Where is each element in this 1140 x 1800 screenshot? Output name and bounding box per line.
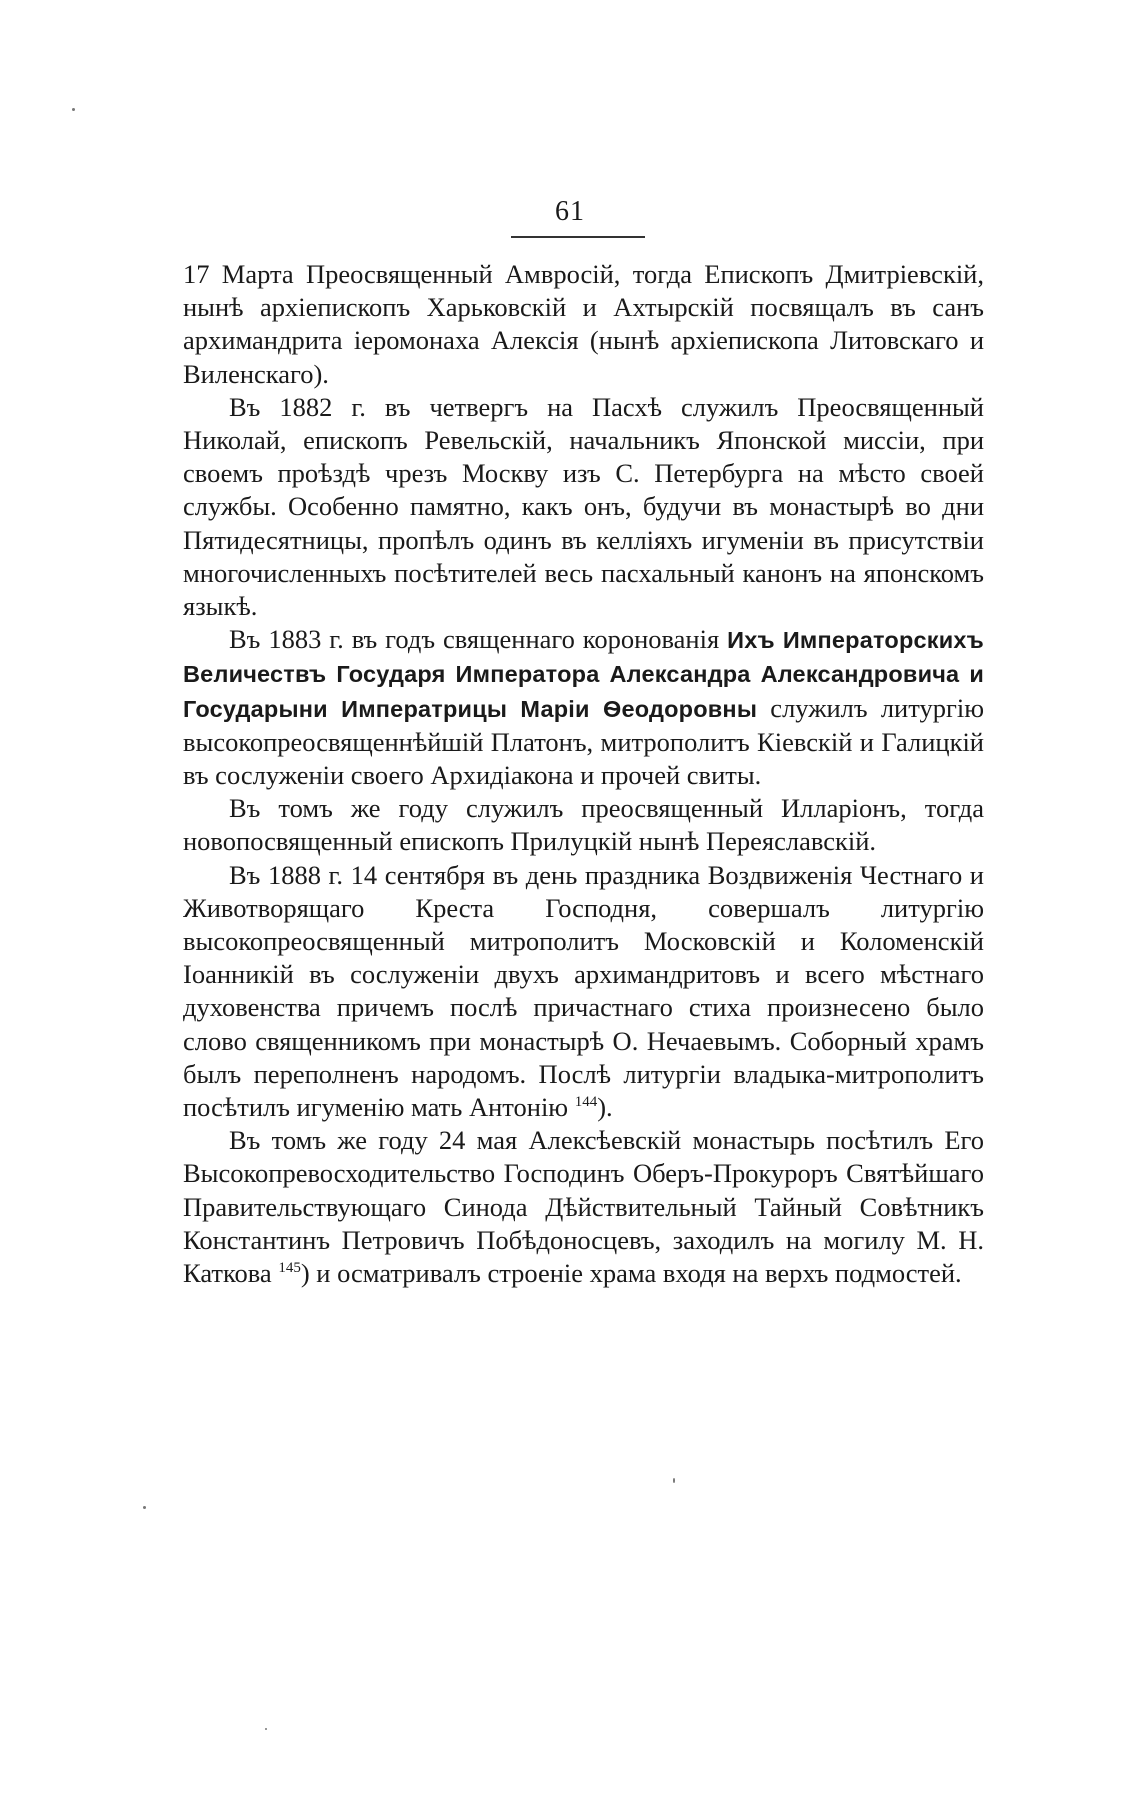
paragraph-5-tail: ).: [597, 1092, 613, 1123]
paragraph-6-body: Въ томъ же году 24 мая Алексѣевскій монастырь посѣтилъ Его Высокопревосходительство Господинъ Оберъ-Прокуроръ Святѣйшаго Правительствующаго Синода Дѣйствительный Тайный Совѣтникъ Константинъ Петровичъ Побѣдоносцевъ, заходилъ на могилу М. Н. Каткова: [183, 1125, 984, 1289]
paragraph-2: Въ 1882 г. въ четвергъ на Пасхѣ служилъ Преосвященный Николай, епископъ Ревельскій, начальникъ Японской миссіи, при своемъ проѣздѣ чрезъ Москву изъ С. Петербурга на мѣсто своей службы. Особенно памятно, какъ онъ, будучи въ монастырѣ во дни Пятидесятницы, пропѣлъ одинъ въ келліяхъ игуменіи въ присутствіи многочисленныхъ посѣтителей весь пасхальный канонъ на японскомъ языкѣ.: [183, 391, 984, 622]
imperial-titles: Ихъ Императорскихъ Величествъ Государя Императора Александра Александровича и Государыни Императрицы Маріи Ѳеодоровны: [183, 627, 984, 722]
paragraph-4: Въ томъ же году служилъ преосвященный Илларіонъ, тогда новопосвященный епископъ Прилуцкій нынѣ Переяславскій.: [183, 793, 984, 857]
paragraph-5-body: Въ 1888 г. 14 сентября въ день праздника Воздвиженія Честнаго и Животворящаго Креста Господня, совершалъ литургію высокопреосвященный митрополитъ Московскій и Коломенскій Іоанникій въ сослуженіи двухъ архимандритовъ и всего мѣстнаго духовенства причемъ послѣ причастнаго стиха произнесено было слово священникомъ при монастырѣ О. Нечаевымъ. Соборный храмъ былъ переполненъ народомъ. Послѣ литургіи владыка-митрополитъ посѣтилъ игуменію мать Антонію: [183, 859, 984, 1123]
footnote-ref-144: 144: [574, 1094, 598, 1111]
paragraph-3-lead: Въ 1883 г. въ годъ священнаго коронованія: [229, 624, 728, 655]
paragraph-3-tail: служилъ литургію высокопреосвященнѣйшій Платонъ, митрополитъ Кіевскій и Галицкій въ сослуженіи своего Архидіакона и прочей свиты.: [183, 692, 984, 791]
scan-speck: [673, 1478, 675, 1483]
scan-speck: [72, 108, 75, 111]
paragraph-5: [183, 859, 984, 1125]
paragraph-6: [183, 1124, 984, 1290]
header-rule: [511, 236, 645, 238]
paragraph-6-tail: ) и осматривалъ строеніе храма входя на верхъ подмостей.: [300, 1258, 962, 1289]
body-text: [183, 258, 984, 1290]
scan-speck: [265, 1728, 267, 1730]
footnote-ref-145: 145: [278, 1260, 301, 1277]
paragraph-1: 17 Марта Преосвященный Амвросій, тогда Епископъ Дмитріевскій, нынѣ архіепископъ Харьковскій и Ахтырскій посвящалъ въ санъ архимандрита іеромонаха Алексія (нынѣ архіепископа Литовскаго и Виленскаго).: [183, 259, 984, 389]
scan-speck: [143, 1506, 146, 1509]
page-number: 61: [555, 196, 585, 227]
paragraph-3: [183, 623, 984, 792]
